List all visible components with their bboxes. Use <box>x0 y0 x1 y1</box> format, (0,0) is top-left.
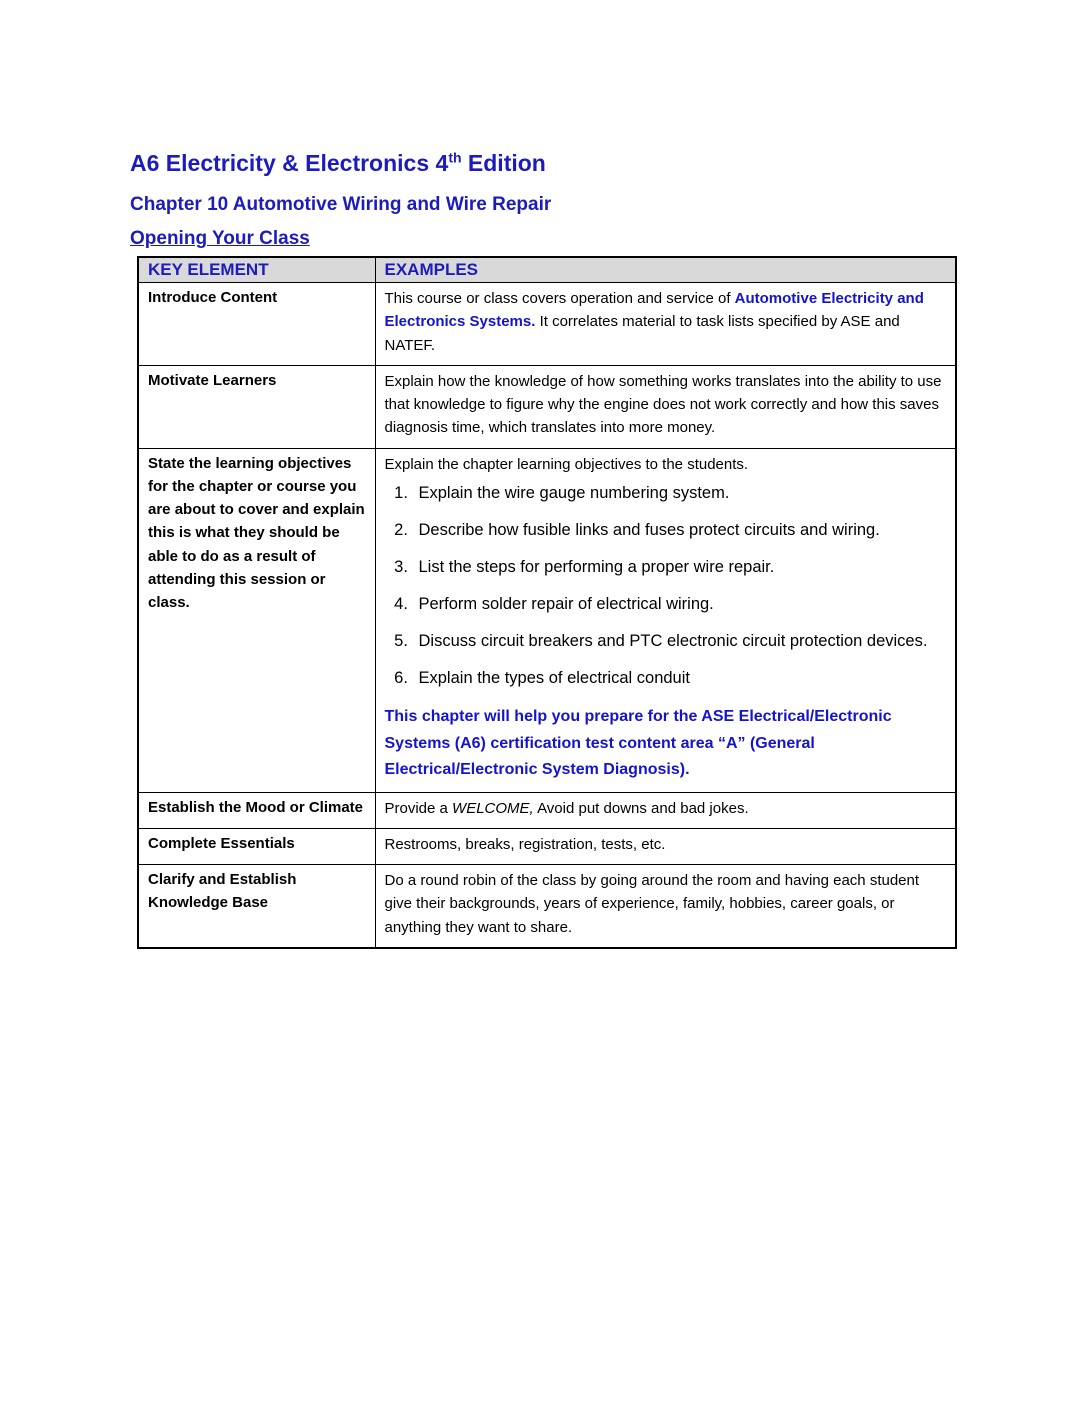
table-header-row <box>138 257 956 283</box>
examples-cell <box>375 828 956 864</box>
table-row <box>138 828 956 864</box>
chapter-subtitle: Chapter 10 Automotive Wiring and Wire Repair <box>130 193 552 215</box>
example-paragraph <box>385 704 947 783</box>
example-paragraph <box>385 370 947 440</box>
objective-item: 5. Discuss circuit breakers and PTC electronic circuit protection devices. <box>413 630 947 654</box>
key-element-cell: Motivate Learners <box>138 365 375 448</box>
table-row <box>138 792 956 828</box>
text-segment: Do a round robin of the class by going around the room and having each student give their backgrounds, years of experience, family, hobbies, career goals, or anything they want to share. <box>384 872 920 936</box>
objective-item: 2. Describe how fusible links and fuses protect circuits and wiring. <box>413 519 947 543</box>
example-paragraph <box>385 287 947 357</box>
objective-item: 3. List the steps for performing a proper wire repair. <box>413 556 947 580</box>
key-element-cell: Clarify and Establish Knowledge Base <box>138 865 375 948</box>
examples-cell <box>375 448 956 792</box>
text-segment: Explain the chapter learning objectives to the students. <box>384 455 749 473</box>
column-header-examples: EXAMPLES <box>375 257 956 283</box>
key-element-cell: Establish the Mood or Climate <box>138 792 375 828</box>
examples-cell <box>375 792 956 828</box>
key-element-table <box>137 256 957 949</box>
table-head <box>138 257 956 283</box>
examples-cell <box>375 283 956 366</box>
objective-item: 6. Explain the types of electrical conduit <box>413 667 947 691</box>
text-segment: Restrooms, breaks, registration, tests, etc. <box>384 835 666 853</box>
text-segment: Avoid put downs and bad jokes. <box>533 799 749 817</box>
table-row <box>138 365 956 448</box>
table-body <box>138 283 956 948</box>
text-segment: Provide a <box>384 799 453 817</box>
table-row <box>138 448 956 792</box>
example-paragraph <box>385 833 947 856</box>
text-segment: It correlates material to task lists specified by ASE and NATEF. <box>384 313 900 354</box>
text-segment: Explain how the knowledge of how something works translates into the ability to use that knowledge to figure why the engine does not work correctly and how this saves diagnosis time, which translates into more money. <box>384 372 942 437</box>
table-row <box>138 865 956 948</box>
example-paragraph <box>385 797 947 820</box>
example-paragraph <box>385 869 947 939</box>
examples-cell <box>375 865 956 948</box>
text-segment: Automotive Electricity and Electronics Systems. <box>384 290 924 331</box>
title-text: A6 Electricity & Electronics 4 <box>130 150 449 176</box>
title-superscript: th <box>448 149 462 166</box>
section-heading: Opening Your Class <box>130 228 310 250</box>
key-element-cell: State the learning objectives for the chapter or course you are about to cover and explain this is what they should be able to do as a result of attending this session or class. <box>138 448 375 792</box>
text-segment: This chapter will help you prepare for the ASE Electrical/Electronic Systems (A6) certification test content area “A” (General Electrical/Electronic System Diagnosis). <box>384 708 892 779</box>
column-header-key-element: KEY ELEMENT <box>138 257 375 283</box>
title-suffix: Edition <box>461 150 546 176</box>
page-title <box>130 150 958 178</box>
text-segment: WELCOME, <box>452 799 534 817</box>
document-content <box>130 150 958 949</box>
text-segment: This course or class covers operation and service of <box>384 290 735 308</box>
key-element-cell: Introduce Content <box>138 283 375 366</box>
objectives-list <box>385 482 947 691</box>
objective-item: 1. Explain the wire gauge numbering system. <box>413 482 947 506</box>
key-element-cell: Complete Essentials <box>138 828 375 864</box>
example-paragraph <box>385 453 947 476</box>
table-row <box>138 283 956 366</box>
examples-cell <box>375 365 956 448</box>
objective-item: 4. Perform solder repair of electrical wiring. <box>413 593 947 617</box>
